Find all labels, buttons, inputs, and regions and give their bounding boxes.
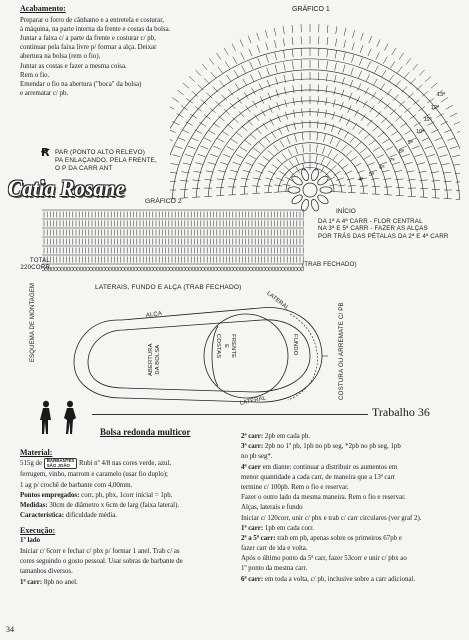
graph2-chain — [80, 267, 83, 271]
legend-line: PA ENLAÇANDO, PELA FRENTE, — [55, 157, 157, 164]
graph2-chain — [278, 267, 281, 271]
graph2-chain — [144, 267, 147, 271]
graph2-chain — [64, 267, 67, 271]
finishing-line: Rem o fio. — [20, 71, 50, 79]
graph2-chain — [230, 267, 233, 271]
points-text: corr, pb, pbx, 1corr inicial = 1pb. — [81, 491, 173, 499]
finishing-heading: Acabamento: — [20, 4, 66, 13]
schematic-frente-line: COSTAS — [215, 334, 222, 359]
graph2-total-line: TOTAL — [29, 257, 50, 264]
graph2-chain — [112, 267, 115, 271]
graph2-chain — [285, 267, 288, 271]
graph2-chain — [141, 267, 144, 271]
finishing-line: Emendar o fio na abertura ("boca" da bolsa) — [20, 80, 142, 88]
legend-line: PAR (PONTO ALTO RELEVO) — [55, 149, 145, 156]
graph1-start-label: INÍCIO — [336, 208, 356, 215]
graph1-row-number: 4ª — [358, 176, 364, 183]
material-heading: Material: — [20, 448, 53, 457]
instruction-line — [241, 483, 422, 492]
graph2-chain — [234, 267, 237, 271]
legend-symbol: Ꞧ — [41, 146, 50, 159]
instruction-label: 4ª carr — [241, 463, 261, 471]
instruction-line — [241, 544, 422, 553]
graph1-row-number: 5ª — [368, 171, 375, 178]
graph2-trab-label: (TRAB FECHADO) — [302, 261, 357, 268]
finishing-line: à máquina, na parte interna da frente e costas da bolsa. — [20, 26, 171, 34]
graph1-note-line: NA 3ª E 5ª CARR - FAZER AS ALÇAS — [318, 225, 428, 233]
graph2-diagram — [42, 206, 304, 278]
graph2-chain — [259, 267, 262, 271]
schematic-fundo-label: FUNDO — [292, 334, 298, 356]
graph2-chain — [176, 267, 179, 271]
schematic-title: LATERAIS, FUNDO E ALÇA (TRAB FECHADO) — [95, 284, 242, 291]
features-label: Característica: — [20, 512, 64, 520]
graph2-chain — [86, 267, 89, 271]
graph2-chain — [109, 267, 112, 271]
instruction-text: em toda a volta, c/ pb, inclusive sobre a carr adicional. — [264, 575, 416, 583]
graph2-chain — [189, 267, 192, 271]
finishing-line: Juntar a faixa c/ a parte da frente e costurar c/ pb, — [20, 35, 156, 43]
finishing-line: e arrematar c/ pb. — [20, 89, 69, 97]
job-label: Trabalho 36 — [372, 405, 430, 419]
graph2-chain — [154, 267, 157, 271]
graph1-row-number: 13ª — [436, 91, 446, 98]
finishing-line: abertura na bolsa (rem o fio). — [20, 53, 101, 61]
graph1-title: GRÁFICO 1 — [292, 6, 330, 13]
side-line: tamanhos diversos. — [20, 567, 73, 575]
graph2-chain — [131, 267, 134, 271]
instruction-label: 2ª a 5ª carr: — [241, 534, 276, 542]
measures-line — [20, 501, 183, 510]
graph2-total-line: 220CORR — [20, 264, 50, 272]
graph2-chain — [93, 267, 96, 271]
graph2-chain — [192, 267, 195, 271]
instruction-text: trab em pb, apenas sobre os primeiros 67pb e — [277, 534, 402, 542]
graph1-row-number: 8ª — [398, 149, 404, 156]
instruction-text: Alças, laterais e fundo — [241, 504, 303, 512]
graph2-chain — [294, 267, 297, 271]
side-heading: 1º lado — [20, 537, 41, 545]
graph2-chain — [198, 267, 201, 271]
graph2-chain — [147, 267, 150, 271]
measures-label: Medidas: — [20, 501, 48, 509]
material-line-prefix: 515g de — [20, 460, 44, 468]
instruction-line — [241, 524, 422, 533]
graph2-chain — [275, 267, 278, 271]
graph2-chain — [170, 267, 173, 271]
graph2-chain — [298, 267, 301, 271]
graph2-chain — [163, 267, 166, 271]
instruction-text: 2pb no 1º pb, 1pb no pb seg, *2pb no pb seg, 1pb — [264, 443, 401, 451]
graph2-chain — [256, 267, 259, 271]
graph2-chain — [58, 267, 61, 271]
graph2-chain — [214, 267, 217, 271]
legend-line: O P DA CARR ANT — [55, 165, 113, 172]
schematic-montage-label: ESQUEMA DE MONTAGEM — [30, 282, 36, 362]
instruction-label: 1ª carr: — [241, 524, 264, 532]
graph2-title: GRÁFICO 2 — [145, 198, 182, 205]
graph2-chain — [70, 267, 73, 271]
instruction-text: Fazer o outro lado da mesma maneira. Rem o fio e reservar. — [241, 494, 406, 502]
schematic-diagram — [60, 286, 350, 416]
graph2-chain — [96, 267, 99, 271]
instruction-text: menor quantidade a cada carr, de maneira que a 13ª carr — [241, 473, 396, 481]
graph2-chain — [99, 267, 102, 271]
graph2-chain — [182, 267, 185, 271]
schematic-alca-label: ALÇA — [145, 310, 163, 320]
instruction-label: 6ª carr: — [241, 575, 264, 583]
instruction-line — [241, 503, 422, 512]
material-line-suffix: Rubi nº 4/8 nas cores verde, azul, — [79, 460, 172, 468]
graph2-chain — [125, 267, 128, 271]
instruction-line — [241, 514, 422, 523]
article-left-column — [20, 448, 183, 588]
page-number: 34 — [6, 625, 14, 634]
instruction-text: fazer carr de ida e volta. — [241, 545, 308, 553]
finishing-line: Juntar as costas e fazer a mesma coisa. — [20, 62, 127, 70]
instruction-label: 3ª carr: — [241, 443, 264, 451]
schematic-abertura-line: DA BOLSA — [155, 344, 162, 375]
graph2-chain — [74, 267, 77, 271]
brand-badge — [44, 458, 78, 469]
graph2-chain — [253, 267, 256, 271]
graph2-chain — [246, 267, 249, 271]
instruction-line — [241, 463, 422, 472]
graph2-chain — [83, 267, 86, 271]
graph2-chain — [250, 267, 253, 271]
graph2-chain — [106, 267, 109, 271]
instruction-text: termine c/ 100pb. Rem o fio e reservar. — [241, 483, 349, 491]
brand-badge-line: SÃO JOÃO — [46, 462, 70, 468]
graph1-row-number: 11ª — [423, 117, 432, 124]
graph2-chain — [288, 267, 291, 271]
instruction-text: em diante: continuar a distribuir os aumentos em — [262, 463, 398, 471]
graph2-chain — [115, 267, 118, 271]
measures-text: 30cm de diâmetro x 6cm de larg (faixa lateral). — [49, 501, 180, 509]
graph1-row-number: 9ª — [407, 139, 413, 146]
legend-text — [55, 149, 157, 173]
graph2-chain — [173, 267, 176, 271]
brand-logo: Catia Rosane — [8, 176, 125, 201]
graph2-chain — [221, 267, 224, 271]
graph2-chain — [160, 267, 163, 271]
instruction-line — [241, 452, 422, 461]
graph2-chain — [269, 267, 272, 271]
graph2-chain — [266, 267, 269, 271]
side-line: Iniciar c/ 6corr e fechar c/ pbx p/ formar 1 anel. Trab c/ as — [20, 547, 180, 555]
graph2-chain — [243, 267, 246, 271]
graph2-chain — [240, 267, 243, 271]
schematic-lateral-label-top: LATERAL — [265, 290, 290, 312]
graph2-chain — [118, 267, 121, 271]
graph2-chain — [179, 267, 182, 271]
side-line: cores seguindo o gosto pessoal. Usar sobras de barbante de — [20, 557, 183, 565]
graph2-chain — [218, 267, 221, 271]
instruction-text: 1pb em cada corr. — [264, 524, 314, 532]
material-line — [20, 458, 183, 469]
graph2-chain — [51, 267, 54, 271]
instruction-text: no pb seg*. — [241, 453, 273, 461]
article-right-column — [241, 432, 422, 585]
graph2-chain — [262, 267, 265, 271]
graph2-chain — [227, 267, 230, 271]
schematic-lateral-label-bottom: LATERAL — [239, 395, 267, 407]
graph2-chain — [77, 267, 80, 271]
graph1-note — [318, 218, 448, 240]
instruction-label: 2ª carr: — [241, 433, 264, 440]
graph2-chain — [237, 267, 240, 271]
schematic-frente-line: E — [222, 344, 229, 349]
features-line — [20, 511, 183, 520]
graph2-chain — [166, 267, 169, 271]
schematic-abertura-label — [148, 343, 163, 376]
instruction-text: 1º ponto da mesma carr. — [241, 565, 308, 573]
model-silhouettes — [36, 400, 84, 436]
brand-badge-line: BARBANTES — [46, 458, 75, 464]
rule-line — [92, 414, 368, 415]
graph2-chain — [67, 267, 70, 271]
graph1-note-line: DA 1ª A 4ª CARR - FLOR CENTRAL — [318, 218, 423, 225]
instruction-line — [241, 432, 422, 441]
graph2-chain — [291, 267, 294, 271]
schematic-frente-label — [214, 334, 236, 358]
execution-heading: Execução: — [20, 526, 56, 536]
graph2-chain — [202, 267, 205, 271]
instruction-text: Iniciar c/ 120corr, unir c/ pbx e trab c/ carr circulares (ver graf 2). — [241, 514, 422, 522]
graph2-chain — [157, 267, 160, 271]
instruction-line — [241, 534, 422, 543]
graph2-total-label — [14, 257, 50, 272]
instruction-line — [241, 564, 422, 573]
graph2-chain — [208, 267, 211, 271]
graph2-chain — [138, 267, 141, 271]
points-label: Pontos empregados: — [20, 491, 80, 499]
graph1-note-line: POR TRÁS DAS PÉTALAS DA 2ª E 4ª CARR — [318, 232, 449, 240]
graph2-chain — [282, 267, 285, 271]
material-line: ferrugem, vinho, marrom e caramelo (usar fio duplo); — [20, 471, 168, 479]
graph2-chain — [205, 267, 208, 271]
graph2-chain — [272, 267, 275, 271]
schematic-frente-line: FRENTE — [230, 334, 236, 359]
graph2-chain — [150, 267, 153, 271]
graph2-chain — [224, 267, 227, 271]
finishing-line: Preparar o forro de cânhamo e a entretela e costurar, — [20, 17, 164, 25]
article-title: Bolsa redonda multicor — [100, 427, 191, 437]
instruction-line — [241, 493, 422, 502]
points-line — [20, 491, 183, 500]
schematic-costura-label: COSTURA OU ARREMATE C/ PB — [338, 302, 345, 400]
instruction-text: Após o último ponto da 5ª carr, fazer 53corr e unir c/ pbx ao — [241, 555, 407, 563]
schematic-abertura-line: ABERTURA — [148, 343, 154, 376]
graph1-row-number: 7ª — [389, 157, 395, 164]
graph2-chain — [186, 267, 189, 271]
graph2-chain — [134, 267, 137, 271]
instruction-text: 2pb em cada pb. — [264, 433, 311, 440]
graph2-chain — [195, 267, 198, 271]
instruction-line — [241, 473, 422, 482]
graph2-chain — [102, 267, 105, 271]
instruction-line — [241, 442, 422, 451]
graph2-chain — [54, 267, 57, 271]
finishing-line: continuar pela faixa livre p/ formar a alça. Deixar — [20, 44, 157, 52]
graph2-chain — [122, 267, 125, 271]
features-text: dificuldade média. — [65, 512, 118, 520]
graph2-chain — [61, 267, 64, 271]
graph1-row-number: 10ª — [415, 128, 425, 135]
material-line: 1 ag p/ crochê de barbante com 4,00mm. — [20, 481, 133, 489]
graph2-chain — [90, 267, 93, 271]
graph1-row-number: 6ª — [379, 165, 385, 172]
row1-text: 8pb no anel. — [43, 579, 78, 587]
row1-label: 1ª carr: — [20, 579, 43, 587]
instruction-line — [241, 554, 422, 563]
instruction-line — [241, 575, 422, 584]
graph2-chain — [128, 267, 131, 271]
row1-line — [20, 578, 183, 587]
graph2-chain — [211, 267, 214, 271]
graph1-row-number: 12ª — [430, 105, 439, 112]
